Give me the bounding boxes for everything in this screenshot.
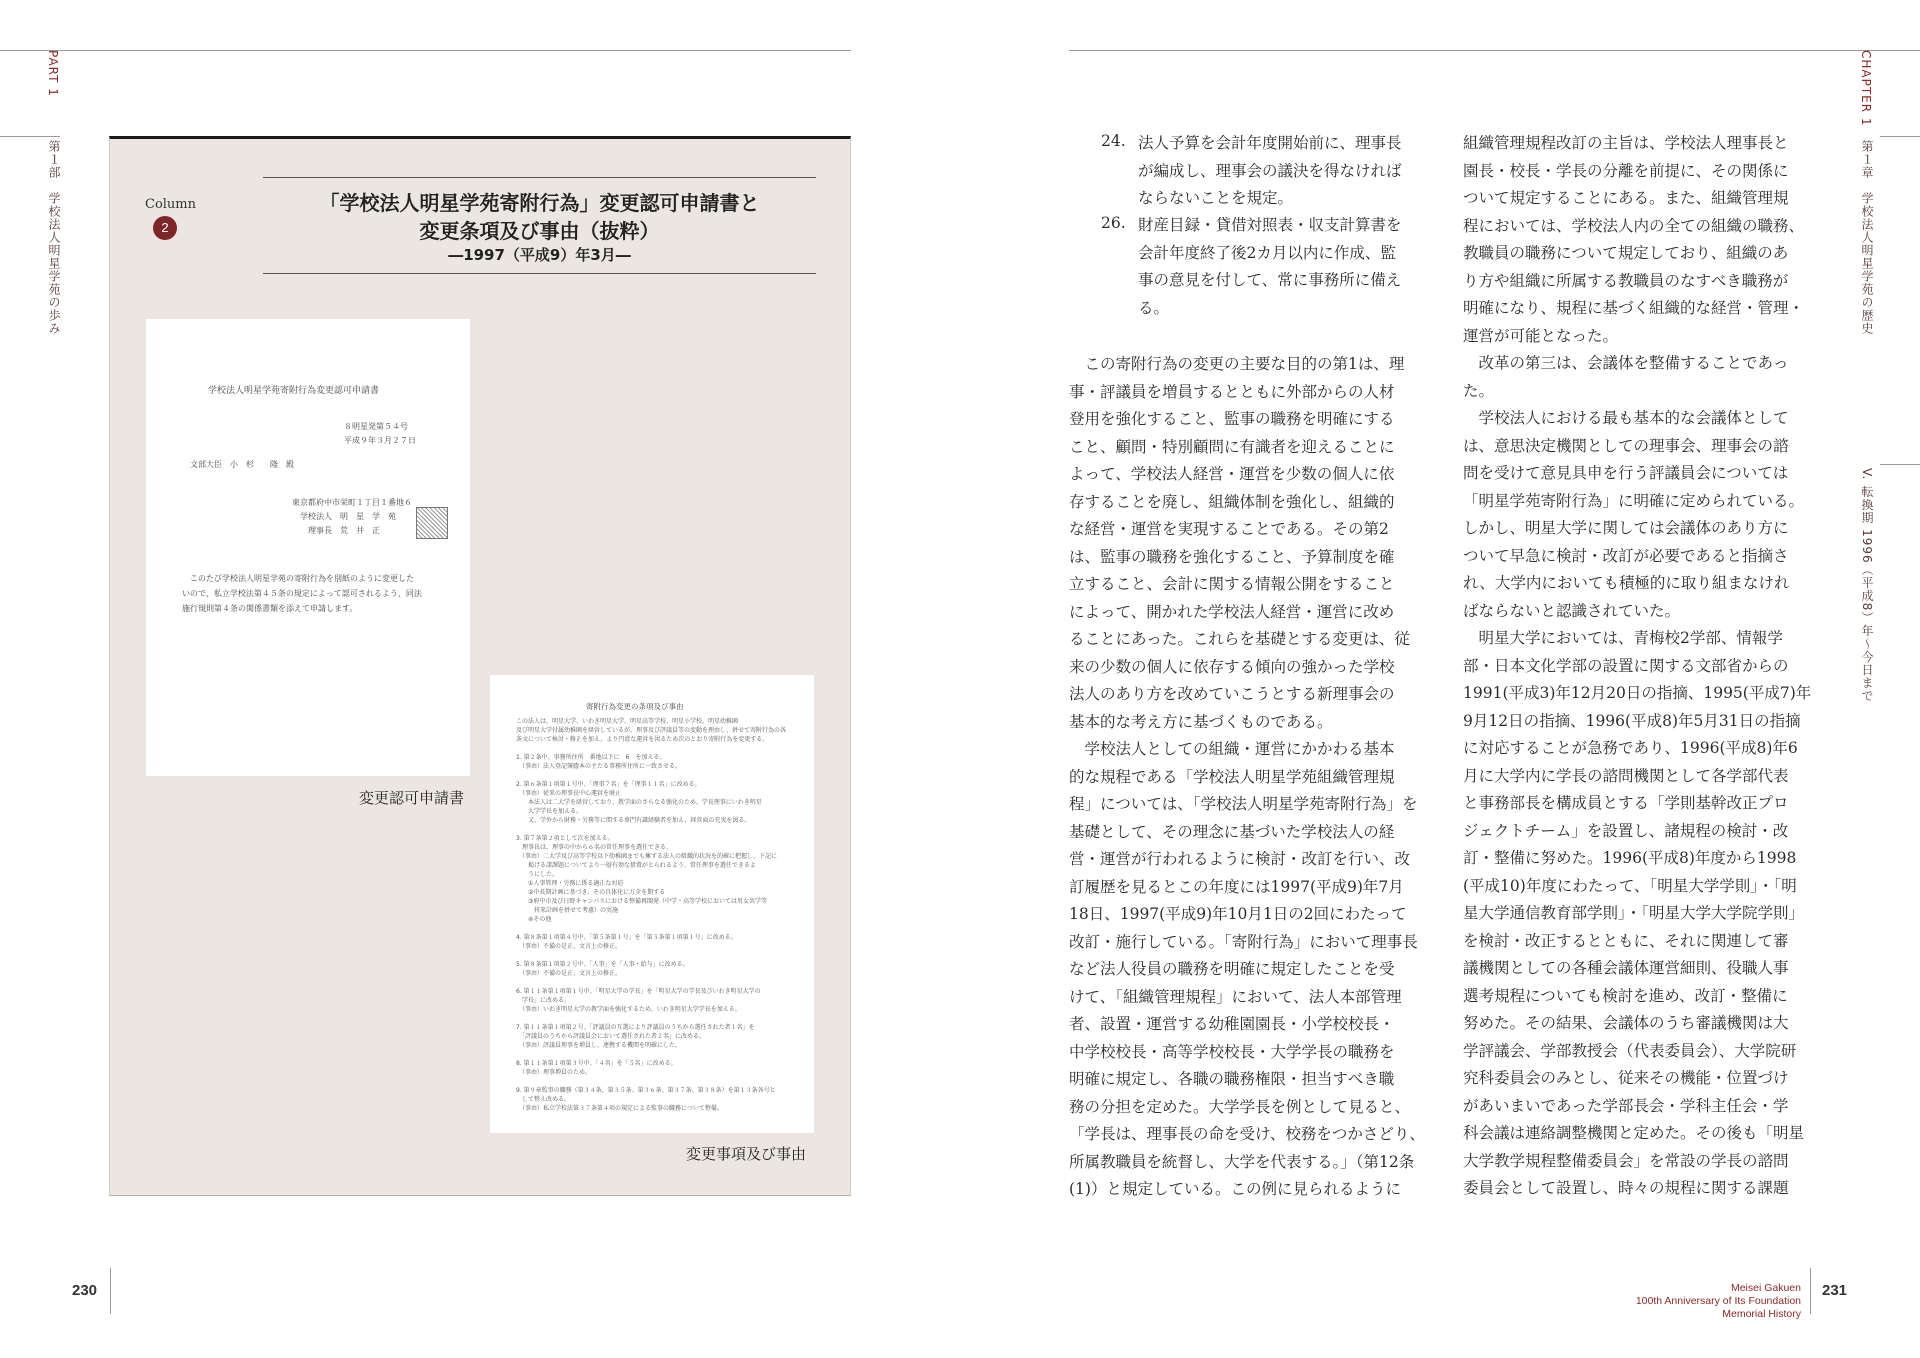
- text-line: 条文について検討・修正を加え、より円滑な運営を図るため次のとおり寄附行為を変更する。: [516, 736, 769, 743]
- text-line: この寄附行為の変更の主要な目的の第1は、理: [1069, 355, 1405, 373]
- text-line: 中学校校長・高等学校校長・大学学長の職務を: [1069, 1042, 1395, 1061]
- footer-book-title: [1636, 1282, 1801, 1321]
- text-line: （事由）従来の理事長中心運営を廃止: [516, 790, 622, 797]
- column-title-line1: 「学校法人明星学苑寄附行為」変更認可申請書と: [319, 191, 760, 215]
- text-line: 務の分担を定めた。大学学長を例として見ると、: [1069, 1097, 1411, 1116]
- text-line: よって、学校法人経営・運営を少数の個人に依: [1069, 465, 1395, 483]
- text-line: 「明星学苑寄附行為」に明確に定められている。: [1463, 491, 1805, 510]
- text-line: （事由）評議員理事を増員し、連携する機関を明確にした。: [516, 1042, 682, 1049]
- text-line: と事務部長を構成員とする「学則基幹改正プロ: [1463, 794, 1789, 812]
- text-line: 学長」に改める。: [516, 997, 571, 1004]
- text-line: 議機関としての各種会議体運営細則、役職人事: [1463, 959, 1789, 977]
- page-number-left: 230: [72, 1282, 98, 1299]
- body-text-column-2: [1463, 130, 1811, 1203]
- text-line: けて、「組織管理規程」において、法人本部管理: [1069, 987, 1402, 1006]
- text-line: 6. 第１１条第１項第１号中、「明星大学の学長」を「明星大学の学長及びいわき明星大学の: [516, 988, 761, 995]
- text-line: 営・運営が行われるように検討・改訂を行い、改: [1069, 850, 1411, 868]
- body-text-column-1: [1069, 351, 1425, 1204]
- column-date: ―1997（平成9）年3月―: [448, 246, 631, 264]
- text-line: 9月12日の指摘、1996(平成8)年5月31日の指摘: [1463, 711, 1801, 730]
- text-line: しかし、明星大学に関しては会議体のあり方に: [1463, 519, 1789, 537]
- text-line: [516, 825, 806, 834]
- chapter-label: CHAPTER 1: [1859, 50, 1873, 127]
- text-line: 1. 第２条中、事務所住所 番地以下に 6 を加える。: [516, 754, 666, 761]
- doc2-text-block: [516, 717, 806, 1113]
- text-line: ④その他: [516, 916, 552, 923]
- footer-line-2: 100th Anniversary of Its Foundation: [1635, 1295, 1801, 1307]
- text-line: に対応することが急務であり、1996(平成8)年6: [1463, 739, 1798, 757]
- text-line: [516, 1014, 806, 1023]
- text-line: 4. 第８条第１項第４号中、「第５条第１号」を「第５条第１項第１号」に改める。: [516, 934, 737, 941]
- text-line: [516, 951, 806, 960]
- text-line: （事由）法人登記簿謄本の主たる事務所住所に一致させる。: [516, 763, 682, 770]
- text-line: ることにあった。これらを基礎とする変更は、従: [1069, 630, 1410, 648]
- text-line: 明確に規定し、各職の職務権限・担当すべき職: [1069, 1070, 1395, 1088]
- list-number: 26.: [1101, 214, 1126, 232]
- text-line: （事由）私立学校法第３７条第４項の規定による監事の職務について整備。: [516, 1105, 723, 1112]
- seal-stamp-image: [416, 507, 448, 539]
- text-line: （事由）理事増員のため。: [516, 1069, 591, 1076]
- text-line: 9. 第９章監事の職務（第３４条、第３５条、第３６条、第３７条、第３８条）を第１３条各号と: [516, 1087, 776, 1094]
- text-line: [516, 771, 806, 780]
- text-line: （事由）いわき明星大学の教学面を強化するため、いわき明星大学学長を加える。: [516, 1006, 741, 1013]
- text-line: 程」については、「学校法人明星学苑寄附行為」を: [1069, 795, 1418, 813]
- text-line: 学評議会、学部教授会（代表委員会）、大学院研: [1463, 1041, 1797, 1060]
- text-line: 7. 第１１条第１項第２号、「評議員の互選により評議員のうちから選任された者１名」を: [516, 1024, 755, 1031]
- text-line: 2. 第６条第１項第１号中、「理事７名」を「理事１１名」に改める。: [516, 781, 701, 788]
- text-line: 将来計画を併せて考慮）の実施: [516, 907, 619, 914]
- doc1-body-3: 施行規則第４条の関係書類を添えて申請します。: [182, 604, 358, 613]
- text-line: 選考規程についても検討を進め、改訂・整備に: [1463, 986, 1788, 1005]
- doc1-addressee: 文部大臣 小 杉 隆 殿: [190, 460, 294, 469]
- column-box: [109, 136, 851, 1196]
- part-title: 第１部 学校法人明星学苑の歩み: [47, 140, 61, 335]
- text-line: 努めた。その結果、会議体のうち審議機関は大: [1463, 1014, 1789, 1032]
- text-line: 委員会として設置し、時々の規程に関する課題: [1463, 1179, 1789, 1197]
- doc1-address: 東京都府中市栄町１丁目１番地６: [292, 498, 412, 507]
- doc1-body-1: このたび学校法人明星学苑の寄附行為を別紙のように変更した: [190, 574, 414, 583]
- text-line: 所属教職員を統督し、大学を代表する。」（第12条: [1069, 1152, 1415, 1171]
- list-text: 法人予算を会計年度開始前に、理事長 が編成し、理事会の議決を得なければ ならないことを規定。: [1138, 134, 1402, 207]
- text-line: 立すること、会計に関する情報公開をすること: [1069, 575, 1395, 593]
- text-line: この法人は、明星大学、いわき明星大学、明星高等学校、明星小学校、明星幼稚園: [516, 718, 739, 725]
- text-line: 明星大学においては、青梅校2学部、情報学: [1463, 629, 1783, 647]
- text-line: 明確になり、規程に基づく組織的な経営・管理・: [1463, 299, 1805, 317]
- doc1-chair: 理事長 荒 井 正: [308, 526, 380, 535]
- section-title: V. 転換期 1996（平成8）年〜今日まで: [1860, 468, 1874, 703]
- text-line: 「学長は、理事長の命を受け、校務をつかさどり、: [1069, 1125, 1425, 1143]
- text-line: 本法人は二大学を経営しており、教学面のさらなる強化のため、学長理事にいわき明星: [516, 799, 762, 806]
- doc2-caption: 変更事項及び事由: [686, 1145, 807, 1163]
- list-text: 財産目録・貸借対照表・収支計算書を 会計年度終了後2カ月以内に作成、監 事の意見を付して、常に事務所に備え る。: [1138, 216, 1402, 317]
- text-line: 「評議員のうちから評議員会において選任された者２名」に改める。: [516, 1033, 706, 1040]
- text-line: 学校法人としての組織・運営にかかわる基本: [1069, 740, 1395, 758]
- text-line: 学校法人における最も基本的な会議体として: [1463, 409, 1789, 427]
- text-line: ついて規定することにある。また、組織管理規: [1463, 189, 1789, 207]
- text-line: 存することを廃し、組織体制を強化し、組織的: [1069, 492, 1395, 511]
- text-line: 18日、1997(平成9)年10月1日の2回にわたって: [1069, 905, 1407, 923]
- text-line: ①人事管理・労務に係る適正な対応: [516, 880, 624, 887]
- text-line: によって、開かれた学校法人経営・運営に改め: [1069, 602, 1395, 621]
- text-line: 理事長は、理事の中から６名の常任理事を選任できる。: [516, 844, 673, 851]
- doc1-corp: 学校法人 明 星 学 苑: [300, 512, 396, 521]
- text-line: な経営・運営を実現することである。その第2: [1069, 520, 1389, 538]
- text-line: 部・日本文化学部の設置に関する文部省からの: [1463, 656, 1789, 675]
- text-line: れ、大学内においても積極的に取り組まなけれ: [1463, 574, 1790, 592]
- text-line: [516, 744, 806, 753]
- doc1-ref-no: ８明星発第５４号: [344, 422, 408, 431]
- text-line: （事由）二大学及び高等学校以下幼稚園までも擁する法人の組織的状況を的確に把握し、下記に: [516, 853, 778, 860]
- text-line: た。: [1463, 381, 1495, 400]
- doc1-body-2: いので、私立学校法第４５条の規定によって認可されるよう、同法: [182, 589, 422, 598]
- text-line: 5. 第８条第１項第２号中、「人事」を「人事・給与」に改める。: [516, 961, 689, 968]
- part-label: PART 1: [46, 50, 60, 97]
- text-line: 月に大学内に学長の諮問機関として各学部代表: [1463, 766, 1789, 785]
- text-line: 改訂・施行している。「寄附行為」において理事長: [1069, 932, 1418, 951]
- text-line: 基礎として、その理念に基づいた学校法人の経: [1069, 822, 1395, 841]
- text-line: 運営が可能となった。: [1463, 326, 1619, 345]
- changes-document-image: [490, 675, 814, 1133]
- text-line: 大学教学規程整備委員会」を常設の学長の諮問: [1463, 1151, 1789, 1170]
- doc2-heading: 寄附行為変更の条項及び事由: [586, 702, 684, 711]
- column-label: Column: [145, 197, 197, 212]
- text-line: 的な規程である「学校法人明星学苑組織管理規: [1069, 767, 1395, 786]
- text-line: など法人役員の職務を明確に規定したことを受: [1069, 960, 1395, 978]
- text-line: り方や組織に所属する教職員のなすべき職務が: [1463, 271, 1789, 290]
- chapter-title: 第１章 学校法人明星学苑の歴史: [1860, 140, 1874, 335]
- text-line: 訂・整備に努めた。1996(平成8)年度から1998: [1463, 849, 1797, 867]
- application-document-image: [146, 319, 470, 776]
- column-title-line2: 変更条項及び事由（抜粋）: [419, 219, 660, 243]
- text-line: うにした。: [516, 871, 559, 878]
- text-line: （事由）不備の是正、文言上の修正。: [516, 943, 622, 950]
- text-line: ついて早急に検討・改訂が必要であると指摘さ: [1463, 546, 1789, 565]
- text-line: 掲げる諸課題についてより一層有効な措置がとられるよう、常任理事を選任できるよ: [516, 862, 756, 869]
- text-line: ②中長期計画に基づき、その具体化に万全を期する: [516, 889, 666, 896]
- text-line: 組織管理規程改訂の主旨は、学校法人理事長と: [1463, 134, 1789, 152]
- text-line: 法人のあり方を改めていこうとする新理事会の: [1069, 685, 1395, 703]
- text-line: 者、設置・運営する幼稚園園長・小学校校長・: [1069, 1015, 1395, 1033]
- text-line: 登用を強化すること、監事の職務を明確にする: [1069, 410, 1395, 428]
- text-line: 教職員の職務について規定しており、組織のあ: [1463, 244, 1789, 262]
- text-line: 来の少数の個人に依存する傾向の強かった学校: [1069, 657, 1395, 676]
- doc1-heading: 学校法人明星学苑寄附行為変更認可申請書: [208, 386, 380, 396]
- text-line: ばならないと認識されていた。: [1463, 601, 1681, 620]
- doc1-caption: 変更認可申請書: [359, 789, 465, 807]
- text-line: を検討・改正するとともに、それに関連して審: [1463, 931, 1789, 950]
- text-line: 基本的な考え方に基づくものである。: [1069, 712, 1333, 731]
- text-line: 改革の第三は、会議体を整備することであっ: [1463, 354, 1789, 372]
- text-line: は、監事の職務を強化すること、予算制度を確: [1069, 547, 1395, 566]
- column-number-badge: 2: [153, 216, 177, 240]
- text-line: 科会議は連絡調整機関と定めた。その後も「明星: [1463, 1124, 1805, 1142]
- text-line: こと、顧問・特別顧問に有識者を迎えることに: [1069, 437, 1395, 456]
- text-line: 1991(平成3)年12月20日の指摘、1995(平成7)年: [1463, 684, 1812, 702]
- footer-line-3: Memorial History: [1722, 1308, 1801, 1320]
- text-line: は、意思決定機関としての理事会、理事会の諮: [1463, 436, 1789, 455]
- text-line: 3. 第７条第２項として次を加える。: [516, 835, 614, 842]
- text-line: ジェクトチーム」を設置し、諸規程の検討・改: [1463, 821, 1789, 840]
- text-line: 8. 第１１条第１項第３号中、「４名」を「５名」に改める。: [516, 1060, 677, 1067]
- text-line: して整え改める。: [516, 1096, 571, 1103]
- text-line: 事・評議員を増員するとともに外部からの人材: [1069, 382, 1395, 401]
- list-number: 24.: [1101, 132, 1126, 150]
- text-line: があいまいであった学部長会・学科主任会・学: [1463, 1096, 1789, 1115]
- text-line: ③府中市及び日野キャンパスにおける整備再開発（中学・高等学校においては男女共学等: [516, 898, 767, 905]
- text-line: 園長・校長・学長の分離を前提に、その関係に: [1463, 161, 1789, 180]
- text-line: 大学学長を加える。: [516, 808, 583, 815]
- doc1-ref-date: 平成９年３月２７日: [344, 436, 416, 445]
- text-line: （事由）不備の是正、文言上の修正。: [516, 970, 622, 977]
- text-line: 究科委員会のみとし、従来その機能・位置づけ: [1463, 1069, 1789, 1087]
- text-line: (1)）と規定している。この例に見られるように: [1069, 1180, 1401, 1198]
- footer-line-1: Meisei Gakuen: [1730, 1282, 1801, 1294]
- text-line: [516, 1050, 806, 1059]
- text-line: 程においては、学校法人内の全ての組織の職務、: [1463, 216, 1805, 235]
- text-line: [516, 978, 806, 987]
- page-number-right: 231: [1822, 1282, 1848, 1299]
- text-line: 問を受けて意見具申を行う評議員会については: [1463, 464, 1789, 482]
- text-line: 又、学外から財務・労務等に関する専門有識経験者を加え、経営面の充実を図る。: [516, 817, 751, 824]
- text-line: 及び明星大学付属幼稚園を経営しているが、理事及び評議員等の変動を理由し、併せて寄附行為の各: [516, 727, 787, 734]
- text-line: (平成10)年度にわたって、「明星大学学則」・「明: [1463, 876, 1797, 895]
- text-line: [516, 924, 806, 933]
- text-line: 訂履歴を見るとこの年度には1997(平成9)年7月: [1069, 877, 1404, 896]
- text-line: 星大学通信教育部学則」・「明星大学大学院学則」: [1463, 904, 1805, 922]
- text-line: [516, 1077, 806, 1086]
